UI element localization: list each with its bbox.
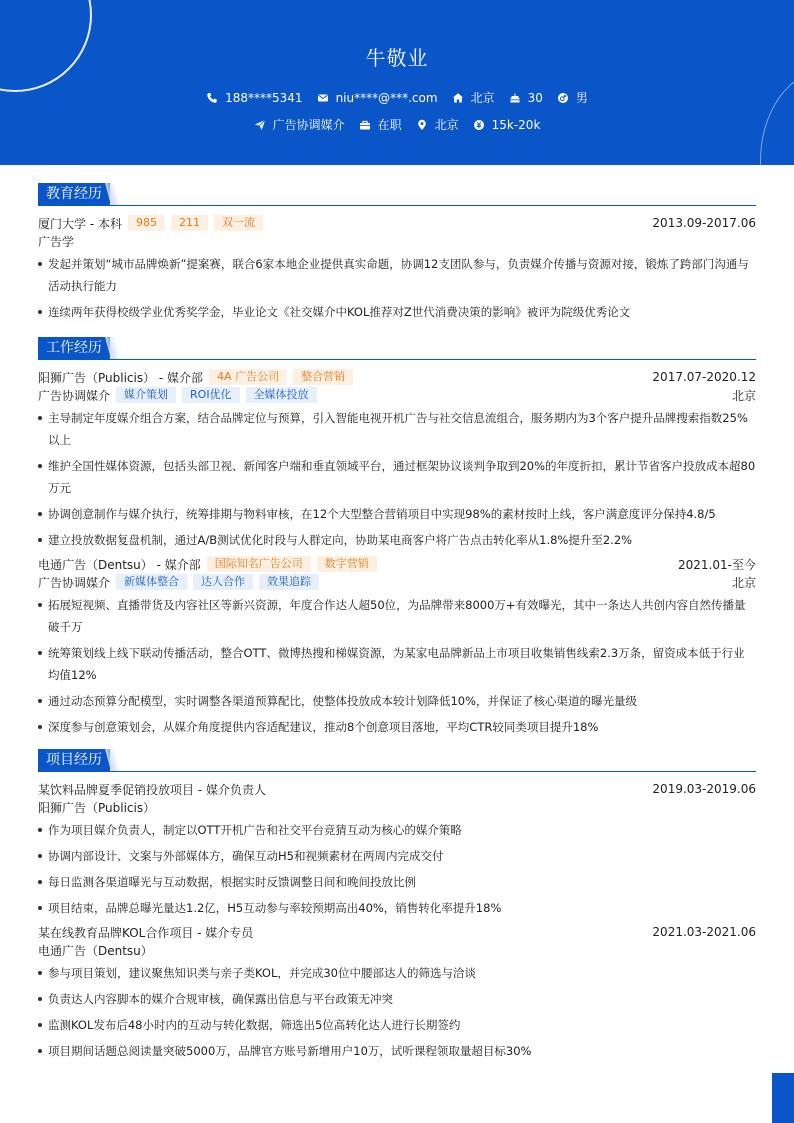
job-role: 广告协调媒介 (38, 575, 111, 590)
home-icon (452, 92, 464, 104)
list-item: 参与项目策划，建议聚焦知识类与亲子类KOL，并完成30位中腰部达人的筛选与洽谈 (38, 962, 756, 984)
entry-subheader (38, 386, 756, 404)
education-entry (38, 214, 756, 323)
email-info (317, 91, 438, 105)
major: 广告学 (38, 234, 75, 249)
entry-subheader (38, 232, 756, 250)
gender-info (557, 89, 588, 106)
email-text: niu****@***.com (335, 90, 438, 105)
section-title: 工作经历 (38, 337, 110, 359)
list-item: 主导制定年度媒介组合方案，结合品牌定位与预算，引入智能电视开机广告与社交信息流组合，服务期内为3个客户提升品牌搜索指数25%以上 (38, 407, 756, 451)
projects-section (38, 749, 756, 1066)
job-role: 广告协调媒介 (38, 388, 111, 403)
list-item: 负责达人内容脚本的媒介合规审核，确保露出信息与平台政策无冲突 (38, 988, 756, 1010)
project-name: 某饮料品牌夏季促销投放项目 - 媒介负责人 (38, 782, 266, 797)
project-org: 阳狮广告（Publicis） (38, 800, 156, 815)
job-city: 北京 (731, 388, 756, 403)
skill-tag: ROI优化 (182, 387, 240, 403)
section-title: 项目经历 (38, 749, 110, 771)
entry-header (38, 923, 756, 941)
entry-date: 2017.07-2020.12 (652, 370, 756, 384)
school-tag: 双一流 (214, 215, 263, 231)
company-tag: 4A 广告公司 (209, 369, 287, 385)
skill-tag: 媒介策划 (116, 387, 176, 403)
bullet-list (38, 819, 756, 919)
list-item: 维护全国性媒体资源，包括头部卫视、新闻客户端和垂直领域平台，通过框架协议谈判争取到20%的年度折扣，累计节省客户投放成本超80万元 (38, 455, 756, 499)
candidate-name: 牛敬业 (365, 46, 429, 70)
entry-date: 2021.03-2021.06 (652, 925, 756, 939)
entry-subheader (38, 573, 756, 591)
contact-row (0, 89, 794, 106)
phone-icon (206, 92, 218, 104)
list-item: 项目期间话题总阅读量突破5000万，品牌官方账号新增用户10万，试听课程领取量超目标30% (38, 1040, 756, 1062)
list-item: 统筹策划线上线下联动传播活动，整合OTT、微博热搜和梯媒资源，为某家电品牌新品上市项目收集销售线索2.3万条，留资成本低于行业均值12% (38, 642, 756, 686)
company-tag: 整合营销 (293, 369, 353, 385)
list-item: 监测KOL发布后48小时内的互动与转化数据，筛选出5位高转化达人进行长期签约 (38, 1014, 756, 1036)
list-item: 连续两年获得校级学业优秀奖学金，毕业论文《社交媒介中KOL推荐对Z世代消费决策的影响》被评为院级优秀论文 (38, 301, 756, 323)
list-item: 深度参与创意策划会，从媒介角度提供内容适配建议，推动8个创意项目落地，平均CTR较同类项目提升18% (38, 716, 756, 738)
age-text: 30 (527, 90, 543, 105)
gender-icon (557, 92, 569, 104)
list-item: 作为项目媒介负责人，制定以OTT开机广告和社交平台竞猜互动为核心的媒介策略 (38, 819, 756, 841)
list-item: 通过动态预算分配模型，实时调整各渠道预算配比，使整体投放成本较计划降低10%，并保证了核心渠道的曝光量级 (38, 690, 756, 712)
project-entry (38, 780, 756, 919)
company-name: 电通广告（Dentsu） - 媒介部 (38, 557, 201, 572)
job-title-info (254, 116, 345, 133)
list-item: 每日监测各渠道曝光与互动数据，根据实时反馈调整日间和晚间投放比例 (38, 871, 756, 893)
phone-text: 188****5341 (225, 90, 303, 105)
salary-info (473, 118, 541, 132)
company-name: 阳狮广告（Publicis） - 媒介部 (38, 370, 204, 385)
location-info (452, 89, 495, 106)
salary-text: 15k-20k (491, 117, 541, 132)
decorative-corner-bar (772, 1073, 794, 1123)
skill-tag: 效果追踪 (259, 574, 319, 590)
map-pin-icon (416, 119, 428, 131)
project-org: 电通广告（Dentsu） (38, 943, 153, 958)
phone-info (206, 91, 302, 105)
location-text: 北京 (470, 91, 495, 105)
work-entry (38, 555, 756, 738)
bullet-list (38, 253, 756, 323)
skill-tag: 全媒体投放 (246, 387, 317, 403)
section-header (38, 337, 756, 360)
job-title-text: 广告协调媒介 (272, 118, 345, 132)
list-item: 项目结束，品牌总曝光量达1.2亿，H5互动参与率较预期高出40%，销售转化率提升18% (38, 897, 756, 919)
list-item: 协调创意制作与媒介执行，统筹排期与物料审核，在12个大型整合营销项目中实现98%的素材按时上线，客户满意度评分保持4.8/5 (38, 503, 756, 525)
list-item: 发起并策划“城市品牌焕新”提案赛，联合6家本地企业提供真实命题，协调12支团队参与，负责媒介传播与资源对接，锻炼了跨部门沟通与活动执行能力 (38, 253, 756, 297)
entry-date: 2013.09-2017.06 (652, 216, 756, 230)
company-tag: 国际知名广告公司 (207, 556, 311, 572)
entry-header (38, 555, 756, 573)
list-item: 拓展短视频、直播带货及内容社区等新兴资源，年度合作达人超50位，为品牌带来8000万+有效曝光，其中一条达人共创内容自然传播量破千万 (38, 594, 756, 638)
company-tag: 数字营销 (317, 556, 377, 572)
bullet-list (38, 962, 756, 1062)
section-header (38, 183, 756, 206)
skill-tag: 达人合作 (193, 574, 253, 590)
money-icon (473, 119, 485, 131)
mail-icon (317, 92, 329, 104)
list-item: 协调内部设计、文案与外部媒体方，确保互动H5和视频素材在两周内完成交付 (38, 845, 756, 867)
target-city-info (416, 116, 459, 133)
target-city-text: 北京 (434, 118, 459, 132)
school-tag: 211 (171, 215, 208, 231)
entry-subheader (38, 798, 756, 816)
work-section (38, 337, 756, 742)
bullet-list (38, 594, 756, 738)
entry-subheader (38, 941, 756, 959)
school-tag: 985 (128, 215, 165, 231)
bullet-list (38, 407, 756, 551)
project-entry (38, 923, 756, 1062)
project-name: 某在线教育品牌KOL合作项目 - 媒介专员 (38, 925, 254, 940)
work-entry (38, 368, 756, 551)
section-title: 教育经历 (38, 183, 110, 205)
entry-header (38, 214, 756, 232)
entry-date: 2019.03-2019.06 (652, 782, 756, 796)
age-info (509, 91, 543, 105)
status-info (359, 116, 402, 133)
job-intent-row (0, 116, 794, 133)
entry-header (38, 780, 756, 798)
job-city: 北京 (731, 575, 756, 590)
school-name: 厦门大学 - 本科 (38, 216, 122, 231)
resume-header (0, 0, 794, 165)
entry-date: 2021.01-至今 (678, 557, 756, 572)
section-header (38, 749, 756, 772)
cake-icon (509, 92, 521, 104)
status-text: 在职 (377, 118, 402, 132)
list-item: 建立投放数据复盘机制，通过A/B测试优化时段与人群定向，协助某电商客户将广告点击转化率从1.8%提升至2.2% (38, 529, 756, 551)
entry-header (38, 368, 756, 386)
skill-tag: 新媒体整合 (116, 574, 187, 590)
education-section (38, 183, 756, 327)
briefcase-icon (359, 119, 371, 131)
send-icon (254, 119, 266, 131)
gender-text: 男 (575, 91, 588, 105)
